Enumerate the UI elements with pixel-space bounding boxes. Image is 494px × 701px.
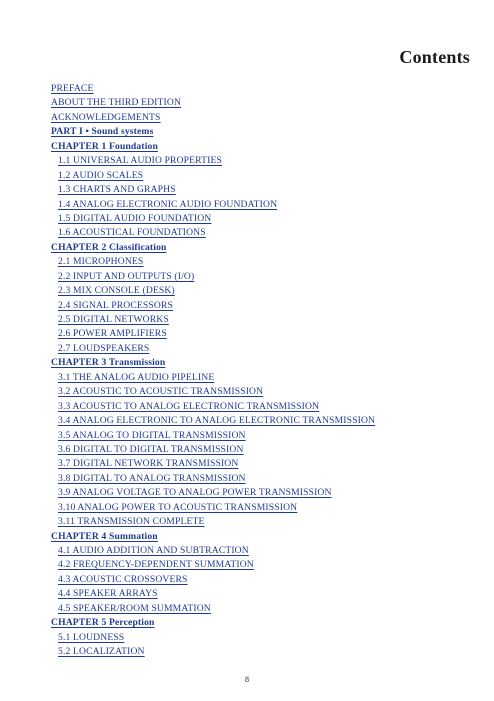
toc-link-sub[interactable]: 3.5 ANALOG TO DIGITAL TRANSMISSION	[58, 429, 246, 441]
toc-link-sub[interactable]: 4.2 FREQUENCY-DEPENDENT SUMMATION	[58, 559, 254, 571]
toc-link-chapter[interactable]: CHAPTER 5 Perception	[51, 617, 155, 629]
toc-link-sub[interactable]: 3.10 ANALOG POWER TO ACOUSTIC TRANSMISSION	[58, 501, 298, 513]
toc-link-sub[interactable]: 1.3 CHARTS AND GRAPHS	[58, 184, 176, 196]
toc-link-sub[interactable]: 1.2 AUDIO SCALES	[58, 169, 144, 181]
table-of-contents	[51, 82, 471, 660]
toc-link-part[interactable]: PART I • Sound systems	[51, 126, 154, 138]
toc-link-sub[interactable]: 2.6 POWER AMPLIFIERS	[58, 328, 167, 340]
toc-link-chapter[interactable]: CHAPTER 2 Classification	[51, 241, 167, 253]
toc-link-chapter[interactable]: CHAPTER 3 Transmission	[51, 357, 166, 369]
toc-link-sub[interactable]: 3.4 ANALOG ELECTRONIC TO ANALOG ELECTRONIC TRANSMISSION	[58, 415, 376, 427]
toc-link-sub[interactable]: 1.4 ANALOG ELECTRONIC AUDIO FOUNDATION	[58, 198, 278, 210]
toc-link-front[interactable]: PREFACE	[51, 83, 94, 94]
toc-link-sub[interactable]: 2.5 DIGITAL NETWORKS	[58, 314, 169, 325]
toc-link-chapter[interactable]: CHAPTER 4 Summation	[51, 530, 158, 542]
toc-link-sub[interactable]: 2.4 SIGNAL PROCESSORS	[58, 299, 174, 311]
toc-link-sub[interactable]: 3.3 ACOUSTIC TO ANALOG ELECTRONIC TRANSMISSION	[58, 400, 320, 412]
toc-link-sub[interactable]: 1.5 DIGITAL AUDIO FOUNDATION	[58, 212, 212, 224]
toc-link-sub[interactable]: 5.1 LOUDNESS	[58, 631, 125, 643]
page-title: Contents	[399, 47, 470, 67]
toc-link-sub[interactable]: 3.8 DIGITAL TO ANALOG TRANSMISSION	[58, 472, 246, 484]
toc-link-sub[interactable]: 3.9 ANALOG VOLTAGE TO ANALOG POWER TRANSMISSION	[58, 487, 332, 499]
toc-link-sub[interactable]: 2.2 INPUT AND OUTPUTS (I/O)	[58, 270, 195, 282]
toc-link-sub[interactable]: 4.3 ACOUSTIC CROSSOVERS	[58, 573, 188, 585]
page-number: 8	[245, 675, 249, 684]
toc-link-sub[interactable]: 3.6 DIGITAL TO DIGITAL TRANSMISSION	[58, 443, 244, 455]
toc-link-front[interactable]: ACKNOWLEDGEMENTS	[51, 111, 161, 123]
toc-link-sub[interactable]: 1.6 ACOUSTICAL FOUNDATIONS	[58, 227, 206, 239]
toc-link-front[interactable]: ABOUT THE THIRD EDITION	[51, 97, 182, 109]
toc-link-sub[interactable]: 2.3 MIX CONSOLE (DESK)	[58, 285, 175, 297]
toc-link-sub[interactable]: 1.1 UNIVERSAL AUDIO PROPERTIES	[58, 155, 223, 167]
toc-link-sub[interactable]: 4.5 SPEAKER/ROOM SUMMATION	[58, 602, 211, 614]
toc-link-chapter[interactable]: CHAPTER 1 Foundation	[51, 140, 158, 152]
toc-link-sub[interactable]: 3.7 DIGITAL NETWORK TRANSMISSION	[58, 458, 239, 470]
toc-link-sub[interactable]: 5.2 LOCALIZATION	[58, 646, 145, 658]
toc-link-sub[interactable]: 3.11 TRANSMISSION COMPLETE	[58, 516, 205, 528]
toc-link-sub[interactable]: 4.4 SPEAKER ARRAYS	[58, 588, 158, 600]
toc-link-sub[interactable]: 2.1 MICROPHONES	[58, 256, 144, 268]
toc-link-sub[interactable]: 2.7 LOUDSPEAKERS	[58, 342, 150, 354]
toc-link-sub[interactable]: 3.1 THE ANALOG AUDIO PIPELINE	[58, 371, 215, 383]
toc-link-sub[interactable]: 3.2 ACOUSTIC TO ACOUSTIC TRANSMISSION	[58, 386, 264, 398]
toc-link-sub[interactable]: 4.1 AUDIO ADDITION AND SUBTRACTION	[58, 545, 249, 556]
